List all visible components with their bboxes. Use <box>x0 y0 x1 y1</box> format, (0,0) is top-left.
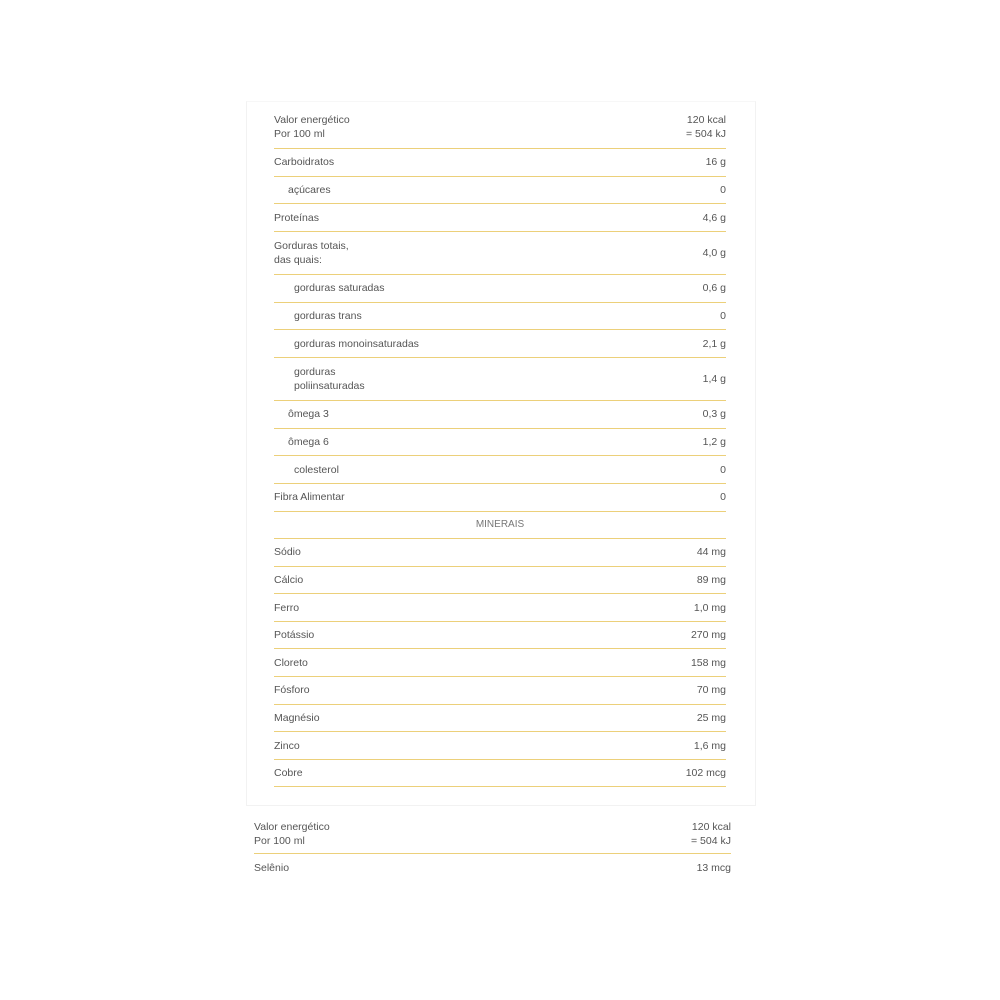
row-value: 0,6 g <box>702 282 726 295</box>
row-value: 0 <box>720 184 726 197</box>
energy-row <box>274 106 726 149</box>
row-label: Cobre <box>274 767 303 780</box>
row-label: Cálcio <box>274 573 304 586</box>
table-row <box>274 649 726 677</box>
row-label: ômega 3 <box>288 408 329 421</box>
row-value: 102 mcg <box>685 767 726 780</box>
section-header-minerals <box>274 512 726 540</box>
row-value: 0,3 g <box>702 408 726 421</box>
table-row <box>274 677 726 705</box>
table-row <box>274 177 726 205</box>
row-label: Magnésio <box>274 711 320 724</box>
row-label: Valor energético Por 100 ml <box>254 820 330 847</box>
row-label: gorduras trans <box>294 310 362 323</box>
table-row <box>274 622 726 650</box>
row-label: gorduras poliinsaturadas <box>294 366 365 393</box>
row-value: 70 mg <box>696 684 726 697</box>
row-label: Cloreto <box>274 656 308 669</box>
row-label: Fibra Alimentar <box>274 491 345 504</box>
row-value: 1,4 g <box>702 373 726 386</box>
table-row <box>274 484 726 512</box>
row-value: 4,0 g <box>702 247 726 260</box>
row-value: 1,0 mg <box>693 601 726 614</box>
table-row <box>274 149 726 177</box>
row-label: colesterol <box>294 463 339 476</box>
nutrition-table <box>274 106 726 787</box>
section-title: MINERAIS <box>475 518 525 530</box>
row-label: Carboidratos <box>274 156 335 169</box>
table-row <box>274 275 726 303</box>
row-value: 158 mg <box>690 656 726 669</box>
row-label: Valor energético Por 100 ml <box>274 114 350 141</box>
row-value: 1,2 g <box>702 436 726 449</box>
table-row <box>274 232 726 275</box>
row-value: 270 mg <box>690 629 726 642</box>
row-value: 44 mg <box>696 546 726 559</box>
table-row <box>274 204 726 232</box>
row-label: Proteínas <box>274 211 319 224</box>
table-row <box>274 456 726 484</box>
row-label: Ferro <box>274 601 300 614</box>
row-value: 1,6 mg <box>693 739 726 752</box>
table-row <box>274 303 726 331</box>
table-row <box>274 539 726 567</box>
row-label: Fósforo <box>274 684 310 697</box>
row-value: 0 <box>720 463 726 476</box>
table-row <box>274 760 726 788</box>
row-value: 0 <box>720 310 726 323</box>
row-value: 4,6 g <box>702 211 726 224</box>
row-value: 120 kcal = 504 kJ <box>686 114 726 141</box>
table-row <box>274 732 726 760</box>
row-value: 120 kcal = 504 kJ <box>691 820 731 847</box>
row-label: ômega 6 <box>288 436 329 449</box>
row-value: 16 g <box>705 156 726 169</box>
row-label: Zinco <box>274 739 300 752</box>
energy-row <box>254 814 731 854</box>
table-row <box>274 330 726 358</box>
row-label: gorduras monoinsaturadas <box>294 337 419 350</box>
row-label: Sódio <box>274 546 301 559</box>
table-row <box>274 358 726 401</box>
row-label: Selênio <box>254 861 290 874</box>
row-value: 13 mcg <box>696 861 731 874</box>
row-value: 89 mg <box>696 573 726 586</box>
row-value: 2,1 g <box>702 337 726 350</box>
table-row <box>274 429 726 457</box>
row-label: açúcares <box>288 184 331 197</box>
secondary-nutrition-table <box>254 814 731 882</box>
table-row <box>274 401 726 429</box>
table-row <box>274 567 726 595</box>
table-row <box>274 705 726 733</box>
row-value: 0 <box>720 491 726 504</box>
table-row <box>274 594 726 622</box>
row-label: Gorduras totais, das quais: <box>274 240 349 267</box>
row-value: 25 mg <box>696 711 726 724</box>
row-label: gorduras saturadas <box>294 282 385 295</box>
table-row <box>254 854 731 882</box>
row-label: Potássio <box>274 629 315 642</box>
